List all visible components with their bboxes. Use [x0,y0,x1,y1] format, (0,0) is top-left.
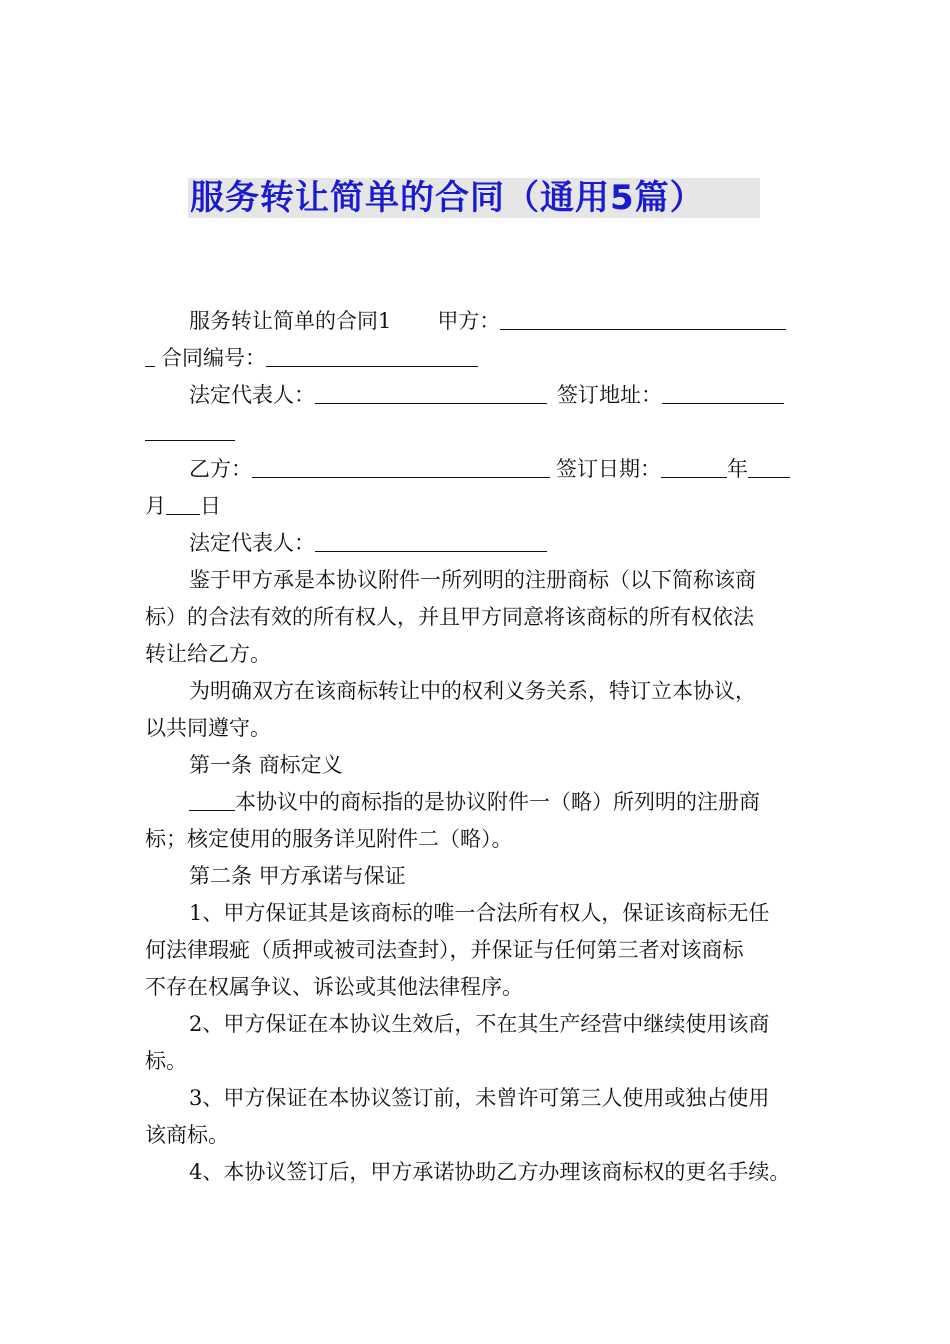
header-line-6 [145,488,810,525]
article-2-title: 第二条 甲方承诺与保证 [189,864,406,888]
legal-rep-blank-1 [315,381,547,404]
party-a-blank [500,307,786,330]
day-blank [166,492,200,515]
sign-place-blank-cont [145,418,235,441]
paragraph-line: 该商标。 [145,1123,229,1147]
legal-rep-blank-2 [315,529,547,552]
paragraph-line: 转让给乙方。 [145,642,271,666]
document-body [145,303,810,1191]
paragraph-line: 标。 [145,1049,187,1073]
paragraph-line: 为明确双方在该商标转让中的权利义务关系，特订立本协议， [189,679,756,703]
year-label: 年 [727,457,748,481]
document-title: 服务转让简单的合同（通用5篇） [190,178,705,218]
paragraph-line: 标）的合法有效的所有权人，并且甲方同意将该商标的所有权依法 [145,605,754,629]
contract-heading: 服务转让简单的合同1 [189,309,392,333]
header-line-4 [145,414,810,451]
day-label: 日 [200,494,221,518]
paragraph-line: 2、甲方保证在本协议生效后，不在其生产经营中继续使用该商 [189,1012,770,1036]
sign-place-label: 签订地址： [557,383,662,407]
month-blank [748,455,790,478]
paragraph-line: 1、甲方保证其是该商标的唯一合法所有权人，保证该商标无任 [189,901,770,925]
trademark-blank [189,788,235,811]
contract-no-label: 合同编号： [161,346,266,370]
paragraph-line: 以共同遵守。 [145,716,271,740]
party-b-label: 乙方： [189,457,252,481]
header-line-3 [145,377,810,414]
legal-rep-label-1: 法定代表人： [189,383,315,407]
year-blank [661,455,727,478]
party-b-blank [252,455,550,478]
party-a-blank-cont [145,344,155,367]
sign-date-label: 签订日期： [556,457,661,481]
paragraph-line: 何法律瑕疵（质押或被司法查封），并保证与任何第三者对该商标 [145,938,744,962]
paragraph-line: 标；核定使用的服务详见附件二（略）。 [145,827,513,851]
header-line-5 [145,451,810,488]
article-1-title: 第一条 商标定义 [189,753,343,777]
month-label: 月 [145,494,166,518]
legal-rep-label-2: 法定代表人： [189,531,315,555]
paragraph-line: 不存在权属争议、诉讼或其他法律程序。 [145,975,523,999]
article-1-line-1 [145,784,810,821]
paragraph-line: 鉴于甲方承是本协议附件一所列明的注册商标（以下简称该商 [189,568,756,592]
paragraph-line: 3、甲方保证在本协议签订前，未曾许可第三人使用或独占使用 [189,1086,770,1110]
header-line-1 [145,303,810,340]
header-line-7 [145,525,810,562]
sign-place-blank [662,381,784,404]
article-1-text: 本协议中的商标指的是协议附件一（略）所列明的注册商 [235,790,760,814]
paragraph-line: 4、本协议签订后，甲方承诺协助乙方办理该商标权的更名手续。 [189,1160,791,1184]
contract-no-blank [266,344,478,367]
party-a-label: 甲方： [437,309,501,333]
header-line-2 [145,340,810,377]
